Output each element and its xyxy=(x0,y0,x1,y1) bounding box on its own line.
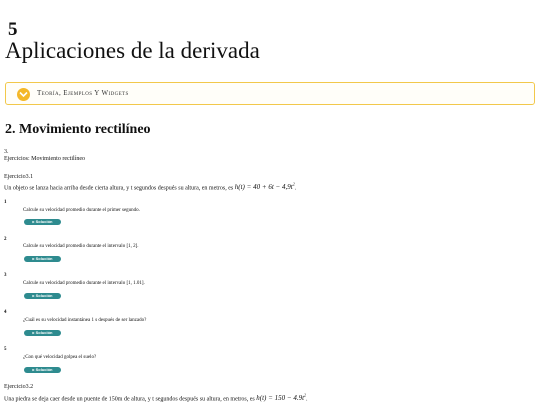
exercise-statement xyxy=(4,181,296,192)
question-number: 2 xyxy=(4,237,7,242)
question-text: Calcule su velocidad promedio durante el primer segundo. xyxy=(23,208,140,213)
callout-label: Teoría, Ejemplos Y Widgets xyxy=(37,89,129,97)
statement-formula: $h(t) = 150 - 4.9t^2$ xyxy=(256,393,307,403)
statement-end: . xyxy=(294,185,297,192)
question-text: Calcule su velocidad promedio durante el intervalo [1, 2]. xyxy=(23,244,139,249)
question-text: Calcule su velocidad promedio durante el intervalo [1, 1.01]. xyxy=(23,281,145,286)
question-number: 3 xyxy=(4,273,7,278)
section-title: 2. Movimiento rectilíneo xyxy=(5,122,151,137)
question-number: 1 xyxy=(4,200,7,205)
exercise-statement xyxy=(4,392,308,403)
chapter-title: Aplicaciones de la derivada xyxy=(5,38,260,63)
statement-end: . xyxy=(306,396,308,403)
exercise-heading: Ejercicio3.1 xyxy=(4,174,34,180)
exercises-title: Ejercicios: Movimiento rectilíneo xyxy=(4,156,85,162)
question-text: ¿Cuál es su velocidad instantánea 1 s después de ser lanzado? xyxy=(23,318,147,323)
statement-text: Una piedra se deja caer desde un puente de 150m de altura, y t segundos después su altura, en metros, es xyxy=(4,396,257,403)
statement-formula: $h(t) = 40 + 6t - 4,9t^2$ xyxy=(234,182,295,192)
exercise-heading: Ejercicio3.2 xyxy=(4,384,34,390)
question-number: 5 xyxy=(4,347,7,352)
chevron-down-icon[interactable] xyxy=(17,88,30,101)
solution-button[interactable]: ▸ Solución xyxy=(24,330,61,336)
chapter-number: 5 xyxy=(8,19,18,40)
question-text: ¿Con qué velocidad golpea el suelo? xyxy=(23,355,97,360)
exercises-number: 3. xyxy=(4,149,9,155)
solution-button[interactable]: ▸ Solución xyxy=(24,256,61,262)
solution-button[interactable]: ▸ Solución xyxy=(24,293,61,299)
statement-text: Un objeto se lanza hacia arriba desde cierta altura, y t segundos después su altura, en metros, es xyxy=(4,185,235,192)
question-number: 4 xyxy=(4,310,7,315)
solution-button[interactable]: ▸ Solución xyxy=(24,219,61,225)
theory-callout[interactable] xyxy=(5,82,535,105)
solution-button[interactable]: ▸ Solución xyxy=(24,367,61,373)
